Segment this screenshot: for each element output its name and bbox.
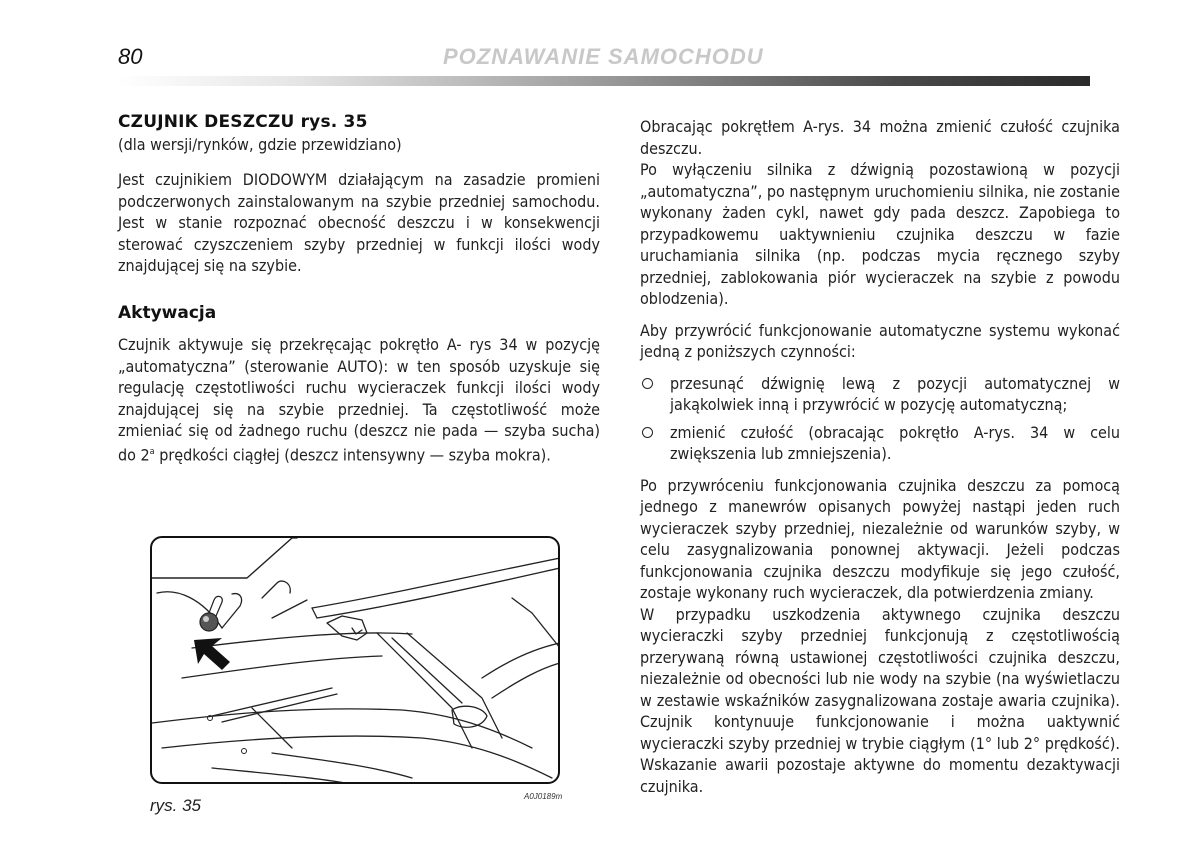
list-item-text: przesunąć dźwignię lewą z pozycji automatycznej w jakąkolwiek inną i przywrócić w pozycję automatyczną; [670,373,1120,414]
list-item [640,373,1120,416]
circle-bullet-icon [642,427,653,438]
figure-code: A0J0189m [524,792,563,801]
right-paragraph-1: Obracając pokrętłem A-rys. 34 można zmienić czułość czujnika deszczu. [640,117,1120,158]
list-item-text: zmienić czułość (obracając pokrętło A-rys. 34 w celu zwiększenia lub zmniejszenia). [670,422,1120,463]
section-title: CZUJNIK DESZCZU rys. 35 [118,112,368,132]
activation-heading: Aktywacja [118,302,217,323]
header-gradient-rule [118,76,1090,86]
activation-sup: a [149,446,155,457]
activation-paragraph [118,334,600,465]
circle-bullet-icon [642,378,653,389]
right-paragraph-4: Po przywróceniu funkcjonowania czujnika deszczu za pomocą jednego z manewrów opisanych powyżej nastąpi jeden ruch wycieraczek szyby przedniej, niezależnie od warunków szyby, w celu zasygnalizowania ponownej aktywacji. Jeżeli podczas funkcjonowania czujnika deszczu modyfikuje się jego czułość, zostaje wykonany ruch wycieraczek, dla potwierdzenia zmiany. [640,475,1120,602]
list-item [640,422,1120,465]
page-header-title: POZNAWANIE SAMOCHODU [443,44,764,69]
page-number: 80 [118,44,143,69]
restore-options-list [640,373,1120,465]
section-subtitle: (dla wersji/rynków, gdzie przewidziano) [118,134,402,154]
activation-text-a: Czujnik aktywuje się przekręcając pokrętło A- rys 34 w pozycję „automatyczna” (sterowanie AUTO): w ten sposób uzyskuje się regulację częstotliwości ruchu wycieraczek funkcji ilości wody znajdującej się na szybie przedniej. Ta częstotliwość może zmieniać się od żadnego ruchu (deszcz nie pada — szyba sucha) do 2 [118,335,600,464]
rain-sensor-figure [150,536,560,784]
windshield-illustration [152,538,560,784]
intro-paragraph: Jest czujnikiem DIODOWYM działającym na zasadzie promieni podczerwonych zainstalowanym na szybie przedniej samochodu. Jest w stanie rozpoznać obecność deszczu i w konsekwencji sterować czyszczeniem szyby przedniej w funkcji ilości wody znajdującej się na szybie. [118,170,600,275]
figure-caption: rys. 35 [150,796,202,815]
right-paragraph-3: Aby przywrócić funkcjonowanie automatyczne systemu wykonać jedną z poniższych czynności: [640,320,1120,361]
right-column [640,116,1120,807]
right-paragraph-2: Po wyłączeniu silnika z dźwignią pozostawioną w pozycji „automatyczna”, po następnym uruchomieniu silnika, nie zostanie wykonany żaden cykl, nawet gdy pada deszcz. Zapobiega to przypadkowemu uaktywnieniu czujnika deszczu w fazie uruchamiania silnika (np. podczas mycia ręcznego szyby przedniej, zablokowania piór wycieraczek na szybie z powodu oblodzenia). [640,160,1120,308]
left-column [118,112,600,475]
activation-text-b: prędkości ciągłej (deszcz intensywny — szyba mokra). [154,444,551,464]
right-paragraph-5: W przypadku uszkodzenia aktywnego czujnika deszczu wycieraczki szyby przedniej funkcjonują z częstotliwością przerywaną równą ustawionej częstotliwości czujnika deszczu, niezależnie od obecności lub nie wody na szybie (na wyświetlaczu w zestawie wskaźników zasygnalizowana zostaje awaria czujnika). Czujnik kontynuuje funkcjonowanie i można uaktywnić wycieraczki szyby przedniej w trybie ciągłym (1° lub 2° prędkość). Wskazanie awarii pozostaje aktywne do momentu dezaktywacji czujnika. [640,604,1120,796]
